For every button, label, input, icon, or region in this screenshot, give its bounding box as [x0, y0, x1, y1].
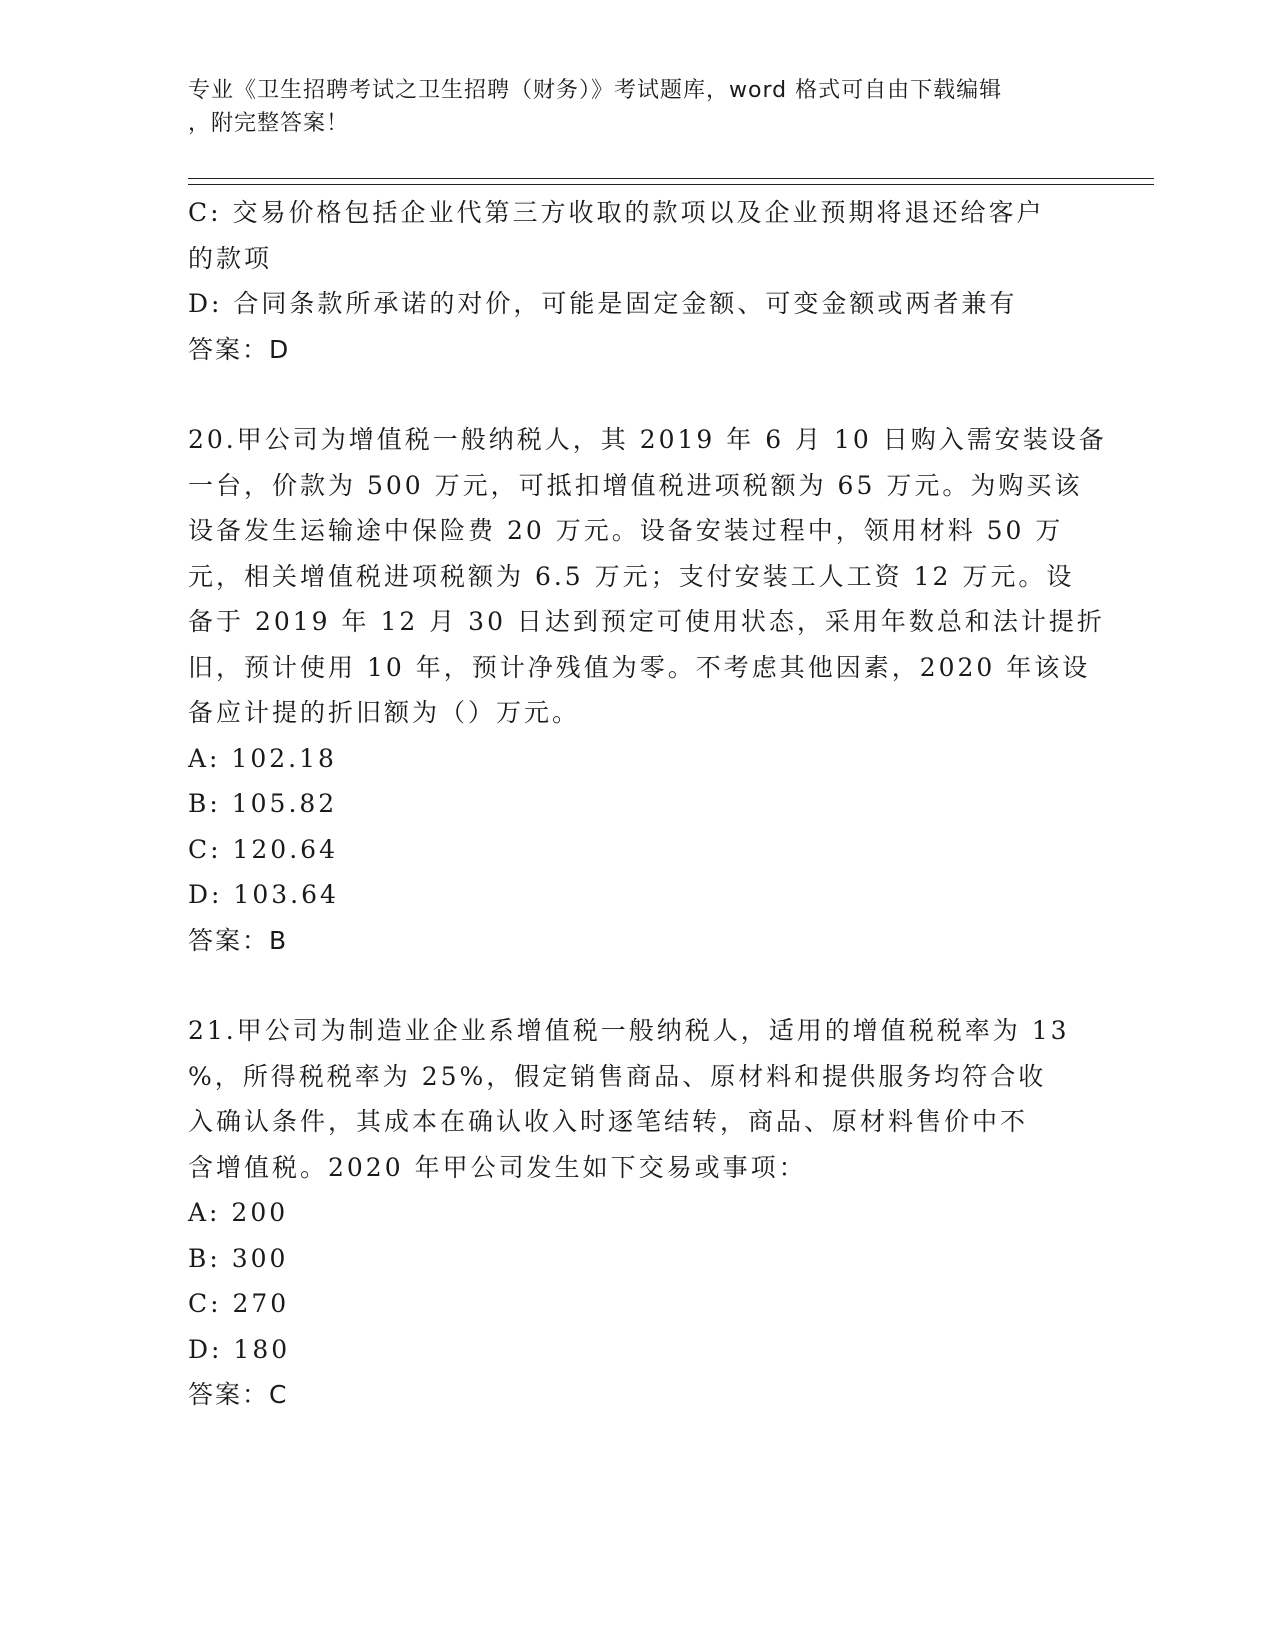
question-stem-line: 21.甲公司为制造业企业系增值税一般纳税人，适用的增值税税率为 13: [188, 1016, 1070, 1045]
document-header: [188, 74, 1068, 140]
question-stem-line: %，所得税税率为 25%，假定销售商品、原材料和提供服务均符合收: [188, 1061, 1047, 1091]
option-b: B: 300: [188, 1243, 289, 1273]
answer-line: 答案：B: [188, 925, 289, 955]
option-b: B: 105.82: [188, 789, 338, 818]
option-d: D: 180: [188, 1334, 291, 1364]
option-a: A: 200: [188, 1198, 289, 1227]
question-20: [188, 417, 1107, 963]
question-stem-line: 20.甲公司为增值税一般纳税人，其 2019 年 6 月 10 日购入需安装设备: [188, 425, 1107, 454]
option-c: C: 270: [188, 1289, 290, 1318]
question-stem-line: 入确认条件，其成本在确认收入时逐笔结转，商品、原材料售价中不: [188, 1107, 1029, 1136]
option-a: A: 102.18: [188, 743, 337, 773]
answer-line: 答案：D: [188, 334, 291, 364]
question-content: [188, 190, 1107, 1418]
spacer: [188, 372, 1088, 417]
question-stem-line: 元，相关增值税进项税额为 6.5 万元；支付安装工人工资 12 万元。设: [188, 561, 1075, 591]
header-divider-top: [188, 178, 1154, 179]
question-stem-line: 备于 2019 年 12 月 30 日达到预定可使用状态，采用年数总和法计提折: [188, 607, 1105, 636]
question-19-tail: [188, 190, 1088, 372]
question-stem-line: 旧，预计使用 10 年，预计净残值为零。不考虑其他因素，2020 年该设: [188, 652, 1091, 682]
question-stem-line: 一台，价款为 500 万元，可抵扣增值税进项税额为 65 万元。为购买该: [188, 470, 1083, 500]
question-stem-line: 设备发生运输途中保险费 20 万元。设备安装过程中，领用材料 50 万: [188, 516, 1064, 545]
answer-line: 答案：C: [188, 1380, 289, 1409]
spacer: [188, 963, 1088, 1008]
question-stem-line: 备应计提的折旧额为（）万元。: [188, 698, 581, 727]
question-21: [188, 1008, 1088, 1418]
question-stem-line: 含增值税。2020 年甲公司发生如下交易或事项：: [188, 1152, 807, 1182]
header-line-2: ，附完整答案！: [188, 111, 350, 136]
header-divider-bottom: [188, 184, 1154, 185]
header-line-1: 专业《卫生招聘考试之卫生招聘（财务）》考试题库，word 格式可自由下载编辑: [188, 78, 1003, 103]
option-c: C: 交易价格包括企业代第三方收取的款项以及企业预期将退还给客户: [188, 198, 1045, 227]
option-d: D: 103.64: [188, 880, 339, 909]
option-c: C: 120.64: [188, 834, 338, 864]
option-d: D: 合同条款所承诺的对价，可能是固定金额、可变金额或两者兼有: [188, 289, 1018, 318]
option-c-continued: 的款项: [188, 243, 273, 273]
